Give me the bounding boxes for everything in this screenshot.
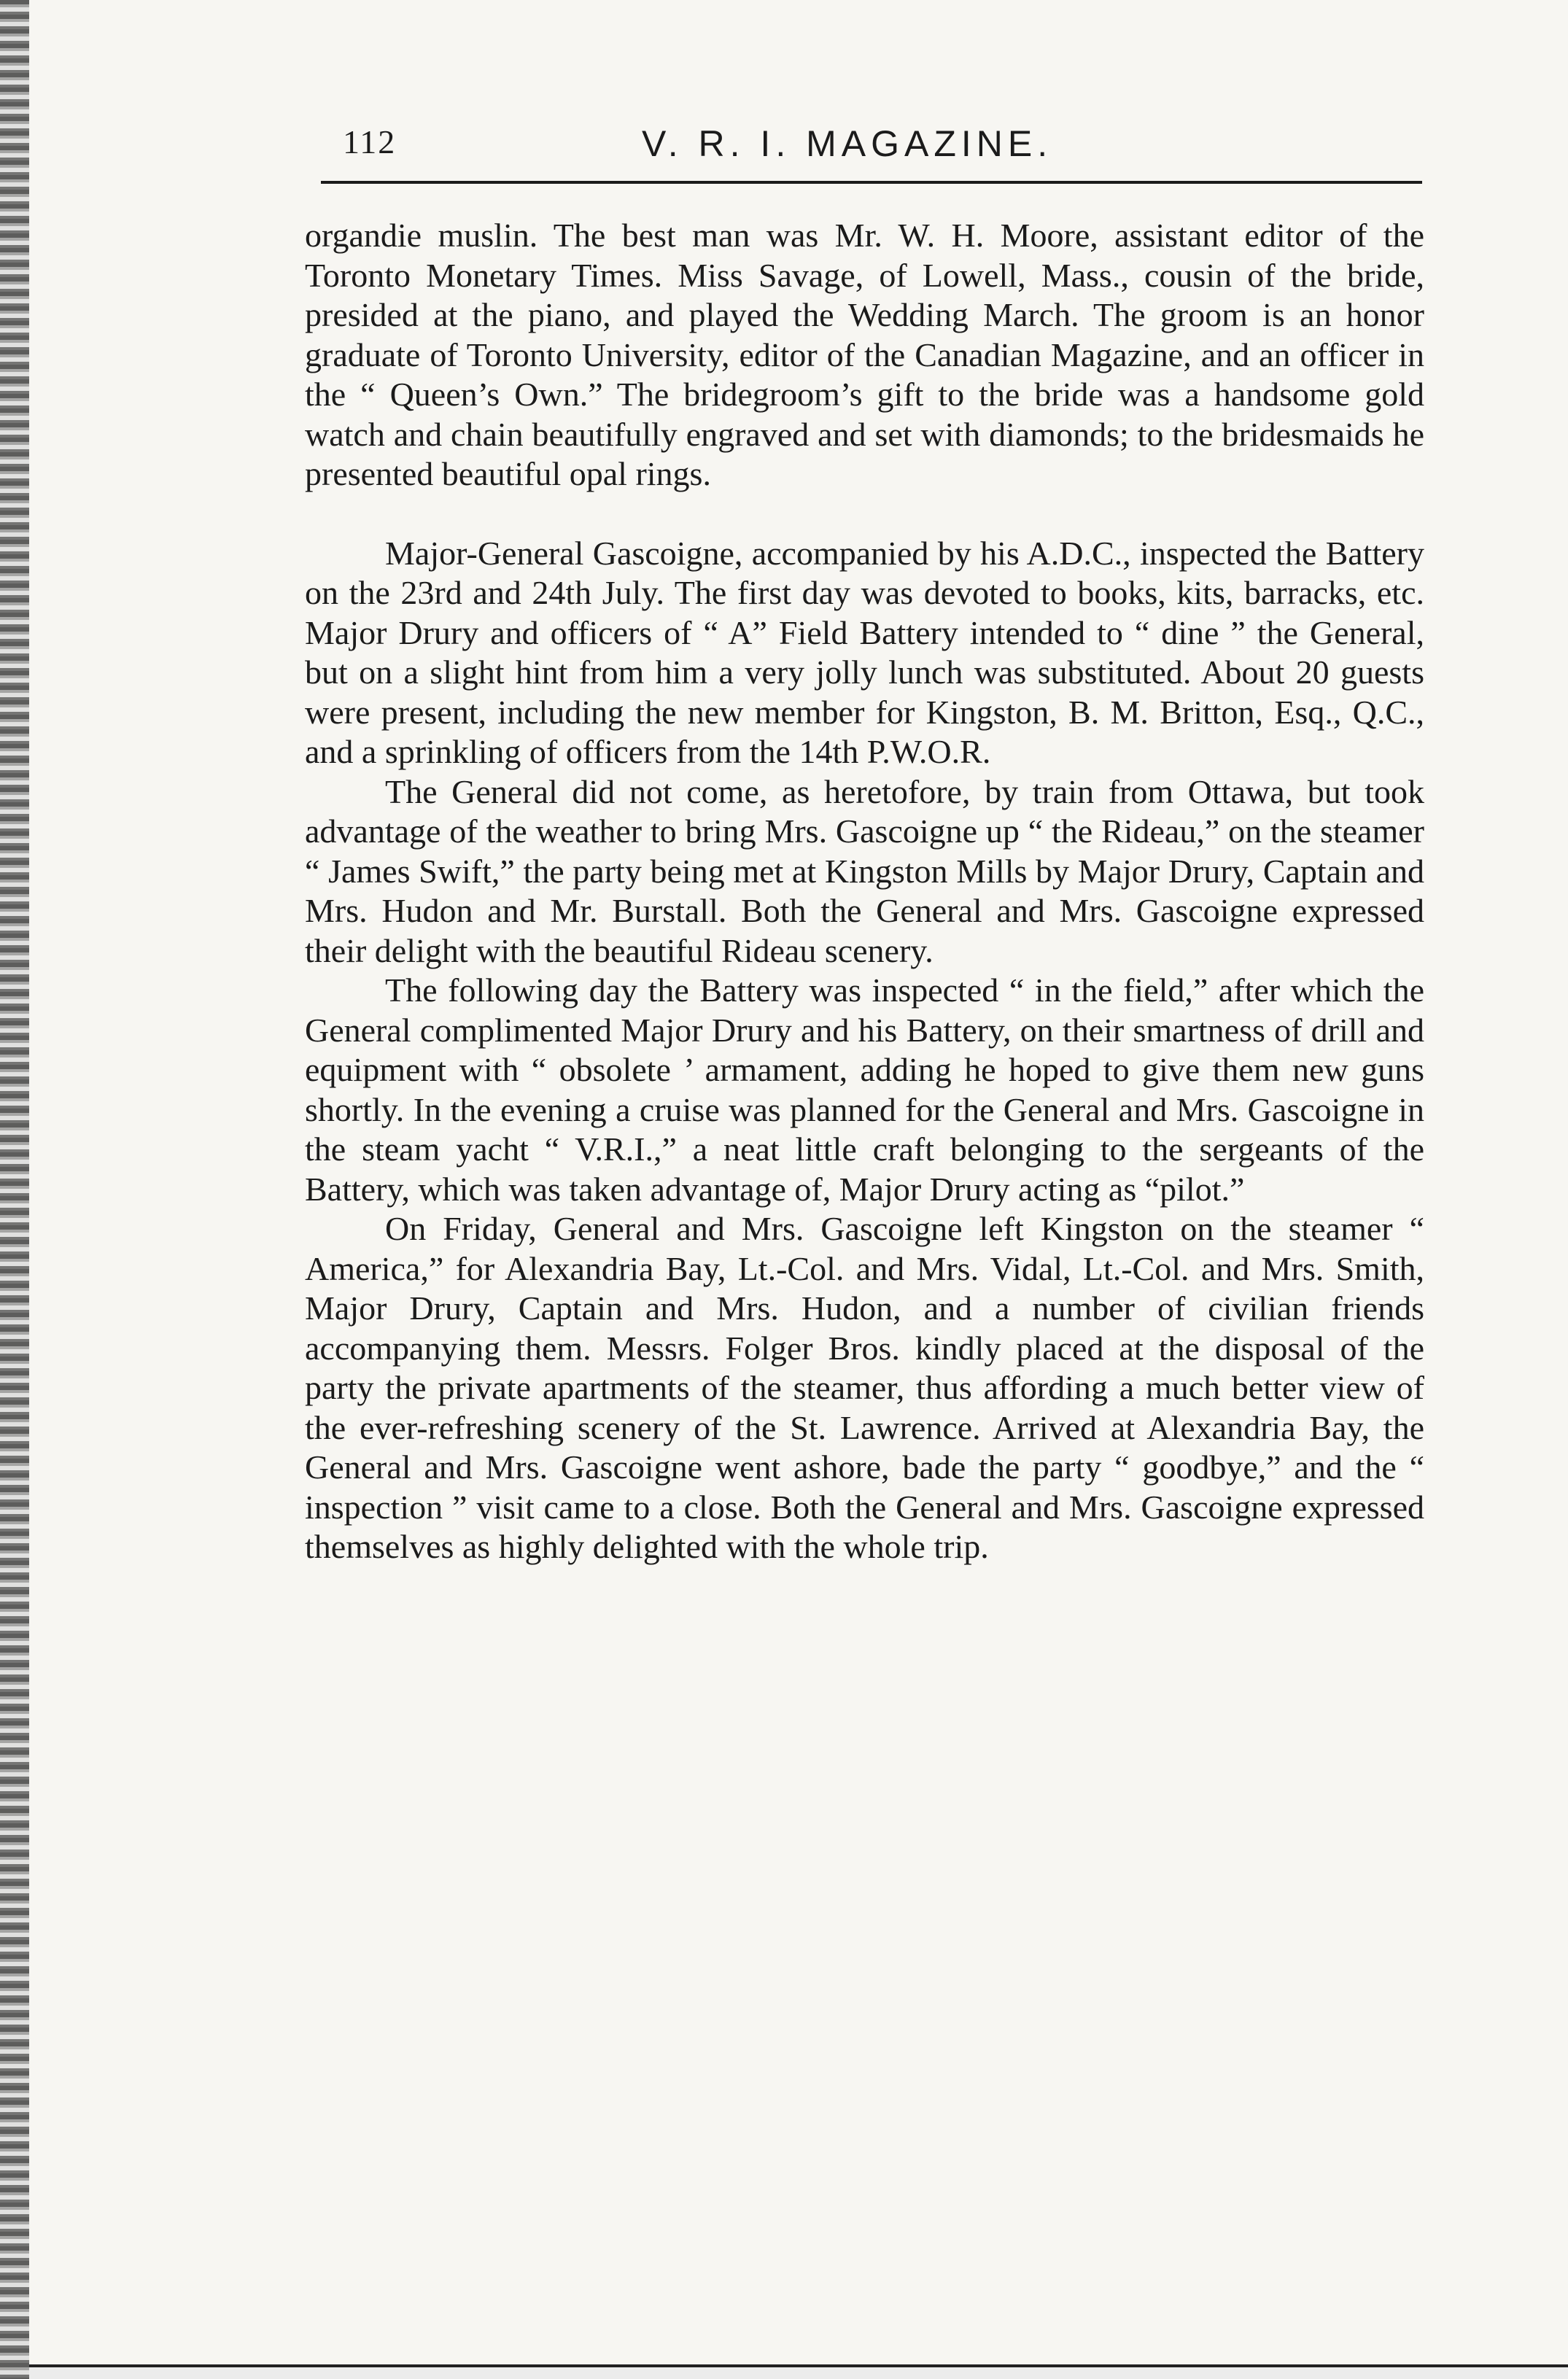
page-bottom-edge [29,2364,1568,2379]
page-number: 112 [343,123,397,160]
paragraph-rideau-trip: The General did not come, as heretofore, by train from Ottawa, but took advantage of the weather to bring Mrs. Gascoigne up “ the Rideau,” on the steamer “ James Swift,” the party being met at Kingston Mills by Major Drury, Captain and Mrs. Hudon and Mr. Burstall. Both the General and Mrs. Gascoigne expressed their delight with the beautiful Rideau scenery. [305,772,1424,969]
paragraph-field-inspection: The following day the Battery was inspected “ in the field,” after which the General complimented Major Drury and his Battery, on their smartness of drill and equipment with “ obsolete ’ armament, adding he hoped to give them new guns shortly. In the evening a cruise was planned for the General and Mrs. Gascoigne in the steam yacht “ V.R.I.,” a neat little craft belonging to the sergeants of the Battery, which was taken advantage of, Major Drury acting as “pilot.” [305,971,1424,1208]
running-title: V. R. I. MAGAZINE. [642,123,1053,164]
page-binding-edge [0,0,29,2379]
paragraph-wedding-continued: organdie muslin. The best man was Mr. W. H. Moore, assistant editor of the Toronto Monetary Times. Miss Savage, of Lowell, Mass., cousin of the bride, presided at the piano, and played the Wedding March. The groom is an honor graduate of Toronto University, editor of the Canadian Magazine, and an officer in the “ Queen’s Own.” The bridegroom’s gift to the bride was a handsome gold watch and chain beautifully engraved and set with diamonds; to the bridesmaids he presented beautiful opal rings. [305,217,1424,492]
paragraph-inspection: Major-General Gascoigne, accompanied by his A.D.C., inspected the Battery on the 23rd and 24th July. The first day was devoted to books, kits, barracks, etc. Major Drury and officers of “ A” Field Battery intended to “ dine ” the General, but on a slight hint from him a very jolly lunch was substituted. About 20 guests were present, including the new member for Kingston, B. M. Britton, Esq., Q.C., and a sprinkling of officers from the 14th P.W.O.R. [305,534,1424,770]
paragraph-alexandria-bay: On Friday, General and Mrs. Gascoigne left Kingston on the steamer “ America,” for Alexandria Bay, Lt.-Col. and Mrs. Vidal, Lt.-Col. and Mrs. Smith, Major Drury, Captain and Mrs. Hudon, and a number of civilian friends accompanying them. Messrs. Folger Bros. kindly placed at the disposal of the party the private apartments of the steamer, thus affording a much better view of the ever-refreshing scenery of the St. Lawrence. Arrived at Alexandria Bay, the General and Mrs. Gascoigne went ashore, bade the party “ goodbye,” and the “ inspection ” visit came to a close. Both the General and Mrs. Gascoigne expressed themselves as highly delighted with the whole trip. [305,1210,1424,1565]
page-header [321,123,1400,166]
header-rule [321,181,1422,184]
article-body [305,216,1424,1567]
